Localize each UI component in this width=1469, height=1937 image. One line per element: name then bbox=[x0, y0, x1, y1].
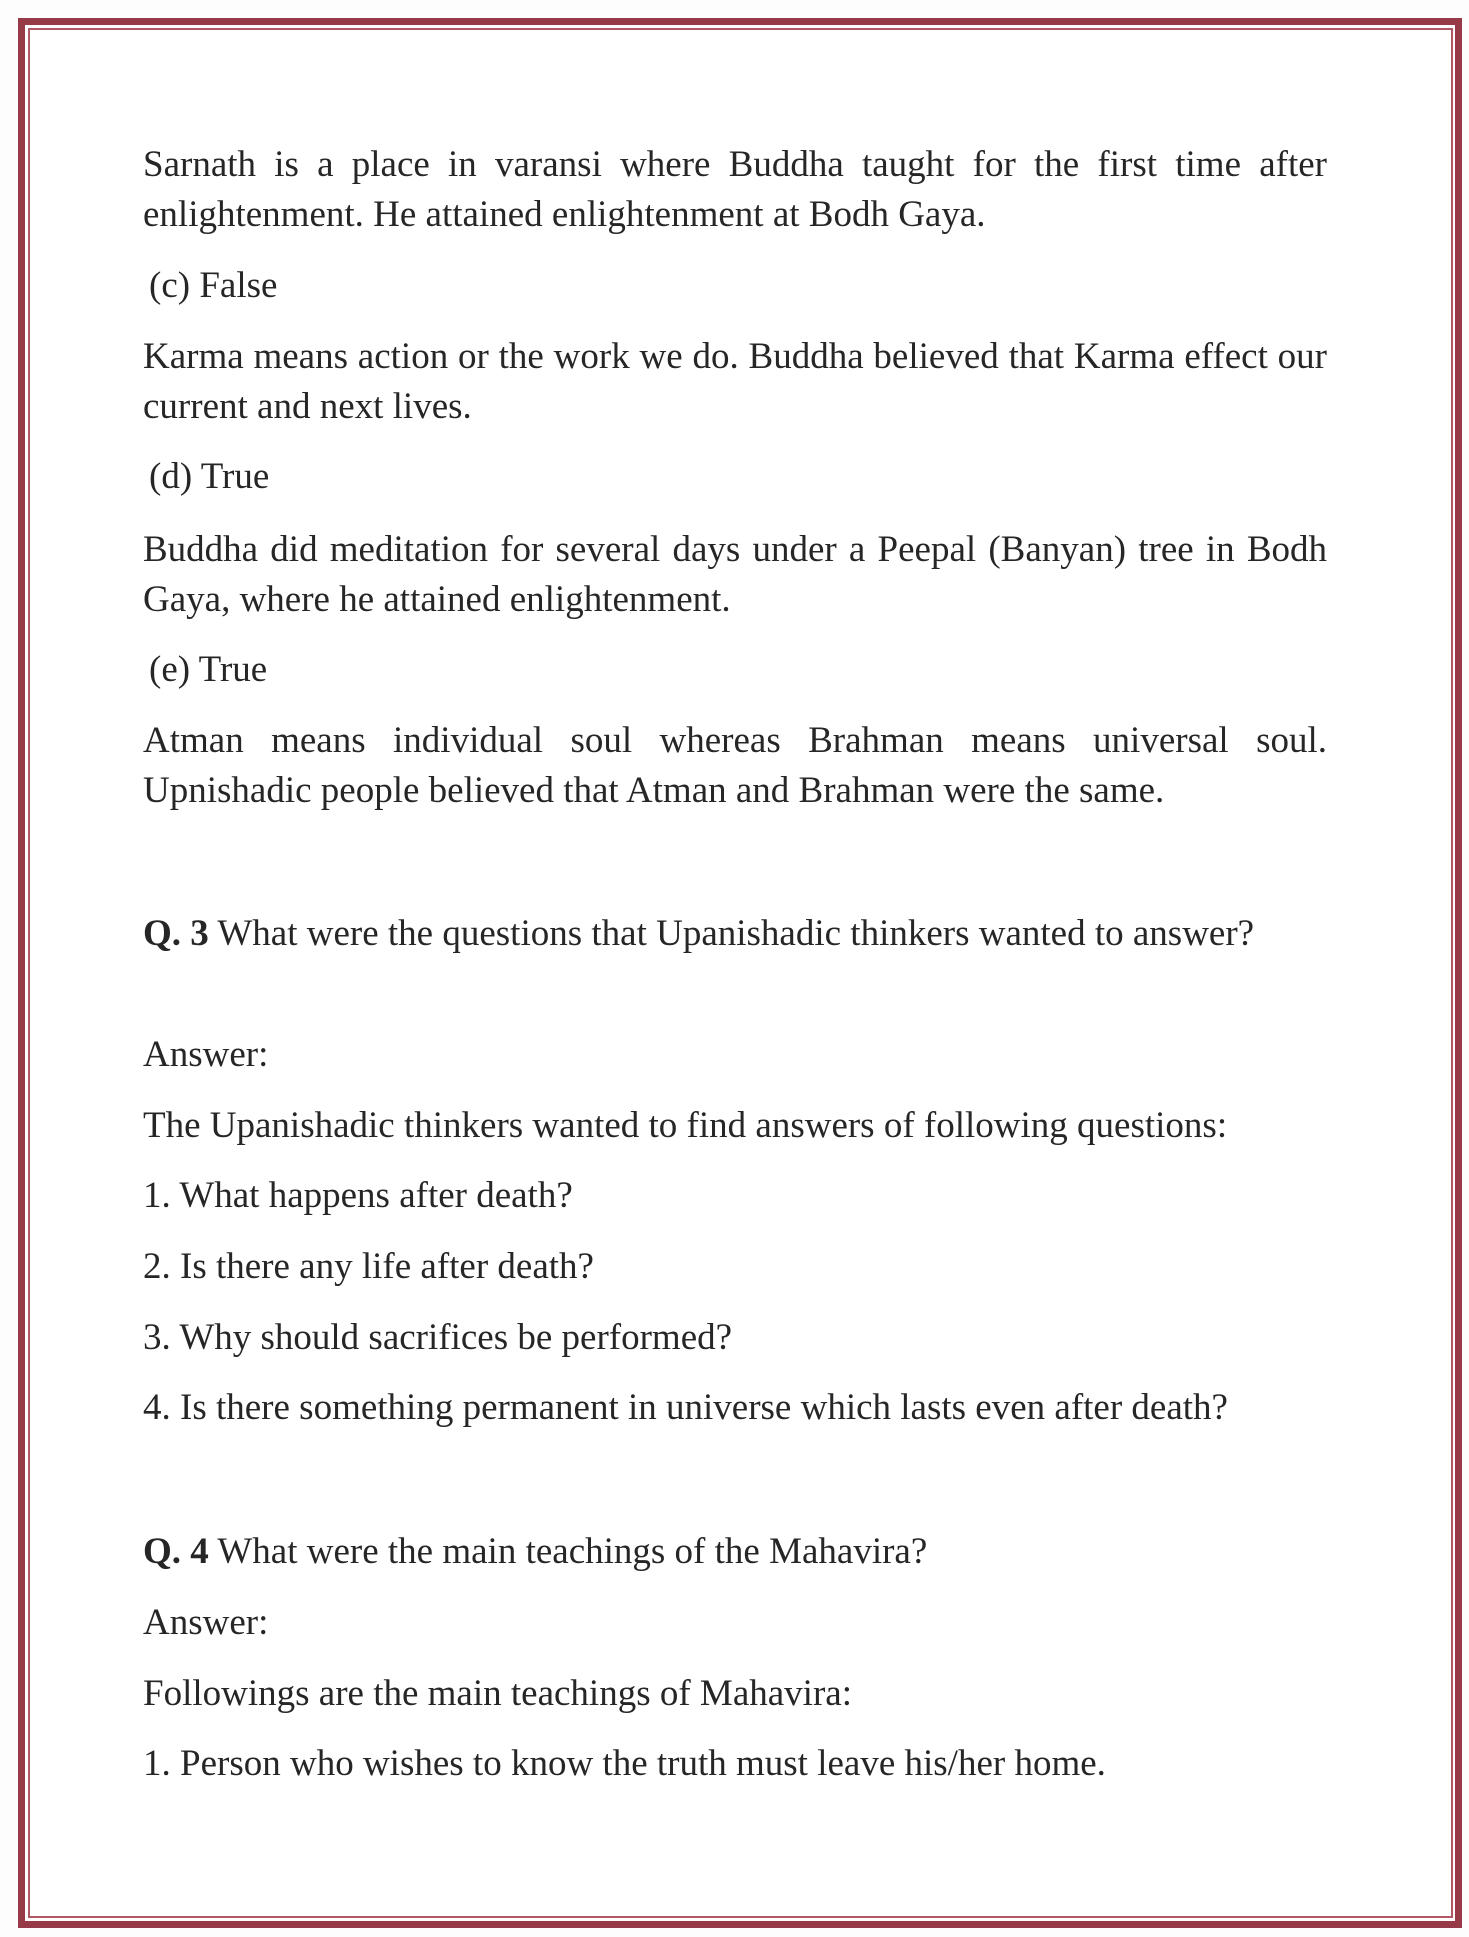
answer-label-d: (d) True bbox=[149, 456, 270, 497]
question-4-answer-label: Answer: bbox=[143, 1602, 269, 1643]
list-item: 2. Is there any life after death? bbox=[143, 1246, 594, 1287]
answer-label-e: (e) True bbox=[149, 649, 268, 690]
list-item: 1. Person who wishes to know the truth must leave his/her home. bbox=[143, 1743, 1106, 1784]
question-3-answer-label: Answer: bbox=[143, 1034, 269, 1075]
paragraph-buddha: Buddha did meditation for several days under a Peepal (Banyan) tree in Bodh Gaya, where he attained enlightenment. bbox=[143, 529, 1327, 620]
question-3-text: What were the questions that Upanishadic thinkers wanted to answer? bbox=[217, 913, 1255, 954]
question-4 bbox=[143, 1527, 1327, 1577]
answer-label-c: (c) False bbox=[149, 265, 278, 306]
list-item: 3. Why should sacrifices be performed? bbox=[143, 1317, 733, 1358]
question-3-number: Q. 3 bbox=[143, 913, 209, 954]
question-4-intro: Followings are the main teachings of Mahavira: bbox=[143, 1673, 852, 1714]
paragraph-atman: Atman means individual soul whereas Brahman means universal soul. Upnishadic people believed that Atman and Brahman were the same. bbox=[143, 720, 1327, 811]
list-item: 1. What happens after death? bbox=[143, 1175, 573, 1216]
question-4-number: Q. 4 bbox=[143, 1531, 209, 1572]
paragraph-karma: Karma means action or the work we do. Buddha believed that Karma effect our current and next lives. bbox=[143, 336, 1327, 427]
list-item: 4. Is there something permanent in universe which lasts even after death? bbox=[143, 1387, 1228, 1428]
question-4-text: What were the main teachings of the Mahavira? bbox=[217, 1531, 928, 1572]
paragraph-sarnath: Sarnath is a place in varansi where Buddha taught for the first time after enlightenment. He attained enlightenment at Bodh Gaya. bbox=[143, 144, 1327, 235]
question-3-intro: The Upanishadic thinkers wanted to find answers of following questions: bbox=[143, 1105, 1228, 1146]
question-3 bbox=[143, 909, 1327, 959]
